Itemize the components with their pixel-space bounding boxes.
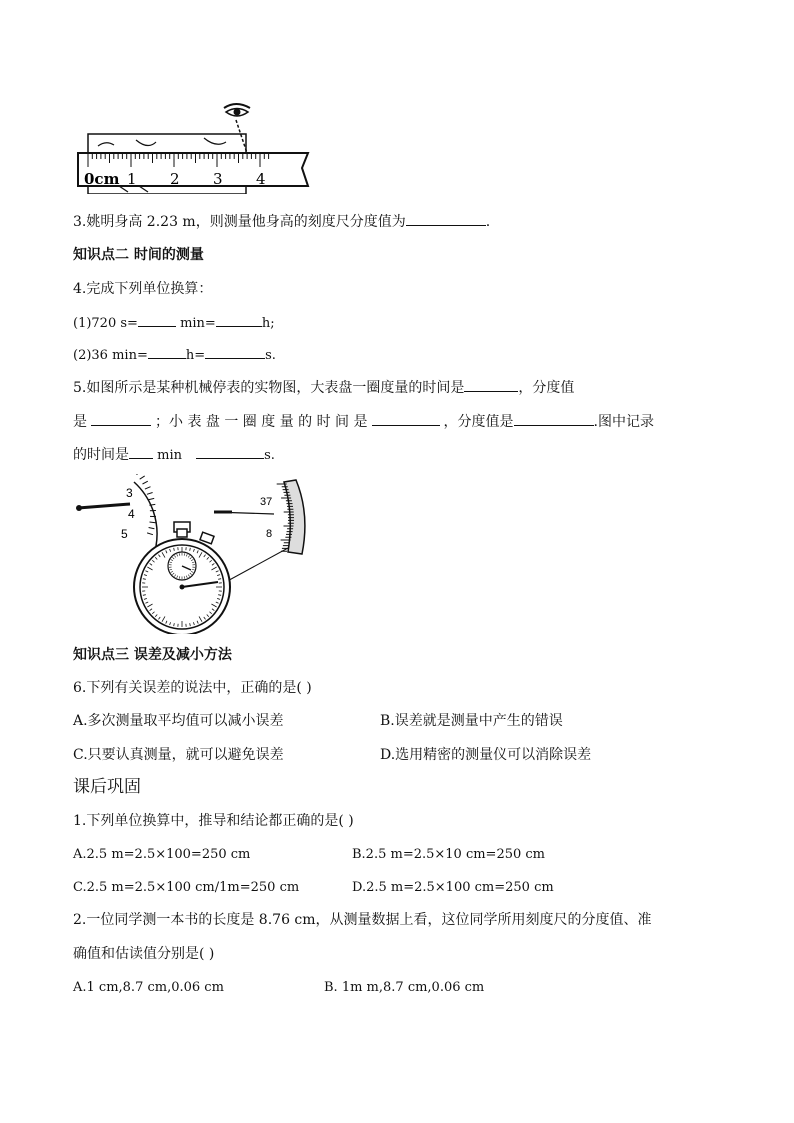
- homework-2-line-2: 确值和估读值分别是( ): [73, 946, 215, 962]
- answer-blank[interactable]: [148, 344, 186, 359]
- q5-l1-text-b: ，分度值: [518, 380, 575, 396]
- question-5-line-1: [73, 377, 574, 398]
- answer-blank[interactable]: [129, 444, 153, 459]
- section-title-time: 知识点二 时间的测量: [73, 247, 204, 263]
- ruler-tick-label-3: 3: [213, 170, 223, 188]
- small-dial-zoom: [76, 474, 157, 546]
- stopwatch-figure: [74, 474, 314, 634]
- answer-blank[interactable]: [216, 312, 262, 327]
- large-dial-label-8: 8: [266, 528, 273, 540]
- answer-blank[interactable]: [514, 411, 594, 426]
- q5-l2-text-c: ，分度值是: [443, 414, 514, 430]
- q4-p1-text-c: h;: [261, 316, 275, 331]
- homework-1-stem: 1.下列单位换算中，推导和结论都正确的是( ): [73, 813, 354, 829]
- question-6-option-a[interactable]: A.多次测量取平均值可以减小误差: [73, 713, 284, 729]
- homework-2-line-1: 2.一位同学测一本书的长度是 8.76 cm，从测量数据上看，这位同学所用刻度尺的分度值、准: [73, 912, 652, 928]
- homework-1-option-d[interactable]: D.2.5 m=2.5×100 cm=250 cm: [352, 880, 554, 895]
- stopwatch-icon: [134, 522, 230, 634]
- homework-1-option-a[interactable]: A.2.5 m=2.5×100=250 cm: [73, 847, 251, 862]
- small-dial-label-5: 5: [121, 527, 128, 541]
- answer-blank[interactable]: [372, 411, 440, 426]
- question-6-option-b[interactable]: B.误差就是测量中产生的错误: [380, 713, 563, 729]
- answer-blank[interactable]: [205, 344, 265, 359]
- answer-blank[interactable]: [91, 411, 151, 426]
- ruler-tick-label-2: 2: [170, 170, 180, 188]
- question-6-option-d[interactable]: D.选用精密的测量仪可以消除误差: [380, 747, 592, 763]
- small-dial-label-3: 3: [126, 486, 133, 500]
- question-3-text: 3.姚明身高 2.23 m，则测量他身高的刻度尺分度值为: [73, 214, 406, 230]
- large-dial-label-37: 37: [260, 496, 273, 508]
- question-6-stem: 6.下列有关误差的说法中，正确的是( ): [73, 680, 312, 696]
- q4-p2-text-c: s.: [265, 348, 276, 363]
- q5-l3-text-b: min: [153, 448, 187, 463]
- homework-1-option-c[interactable]: C.2.5 m=2.5×100 cm/1m=250 cm: [73, 880, 300, 895]
- homework-2-option-a[interactable]: A.1 cm,8.7 cm,0.06 cm: [73, 980, 224, 995]
- q4-p1-text-b: min=: [175, 316, 216, 331]
- q5-l3-text-c: s.: [264, 448, 275, 463]
- small-dial-label-4: 4: [128, 507, 135, 521]
- q5-l2-text-d: .图中记录: [593, 414, 654, 430]
- question-6-option-c[interactable]: C.只要认真测量，就可以避免误差: [73, 747, 284, 763]
- question-5-line-2: [73, 411, 654, 432]
- homework-1-option-b[interactable]: B.2.5 m=2.5×10 cm=250 cm: [352, 847, 546, 862]
- ruler-tick-label-4: 4: [256, 170, 266, 188]
- q4-p1-text-a: (1)720 s=: [73, 316, 138, 331]
- question-5-line-3: [73, 444, 275, 466]
- q5-l2-text-b: ；小 表 盘 一 圈 度 量 的 时 间 是: [155, 414, 368, 430]
- section-title-after-class: 课后巩固: [73, 777, 141, 797]
- homework-2-option-b[interactable]: B. 1m m,8.7 cm,0.06 cm: [324, 980, 485, 995]
- ruler-figure: [76, 98, 316, 194]
- q4-p2-text-b: h=: [185, 348, 206, 363]
- q5-l3-text-a: 的时间是: [73, 447, 129, 463]
- answer-blank[interactable]: [406, 211, 486, 226]
- answer-blank[interactable]: [464, 377, 518, 392]
- q5-l2-text-a: 是: [73, 414, 87, 430]
- answer-blank[interactable]: [196, 444, 264, 459]
- question-4-part-2: [73, 344, 276, 366]
- ruler-unit-label: 0cm: [84, 170, 120, 188]
- answer-blank[interactable]: [138, 312, 176, 327]
- question-4-part-1: [73, 312, 275, 334]
- large-dial-zoom: [214, 480, 305, 554]
- question-4-stem: 4.完成下列单位换算：: [73, 281, 213, 297]
- q4-p2-text-a: (2)36 min=: [73, 348, 148, 363]
- question-3-end: .: [485, 214, 491, 230]
- q5-l1-text-a: 5.如图所示是某种机械停表的实物图，大表盘一圈度量的时间是: [73, 380, 465, 396]
- section-title-error: 知识点三 误差及减小方法: [73, 647, 232, 663]
- ruler-tick-label-1: 1: [127, 170, 137, 188]
- question-3: [73, 211, 490, 232]
